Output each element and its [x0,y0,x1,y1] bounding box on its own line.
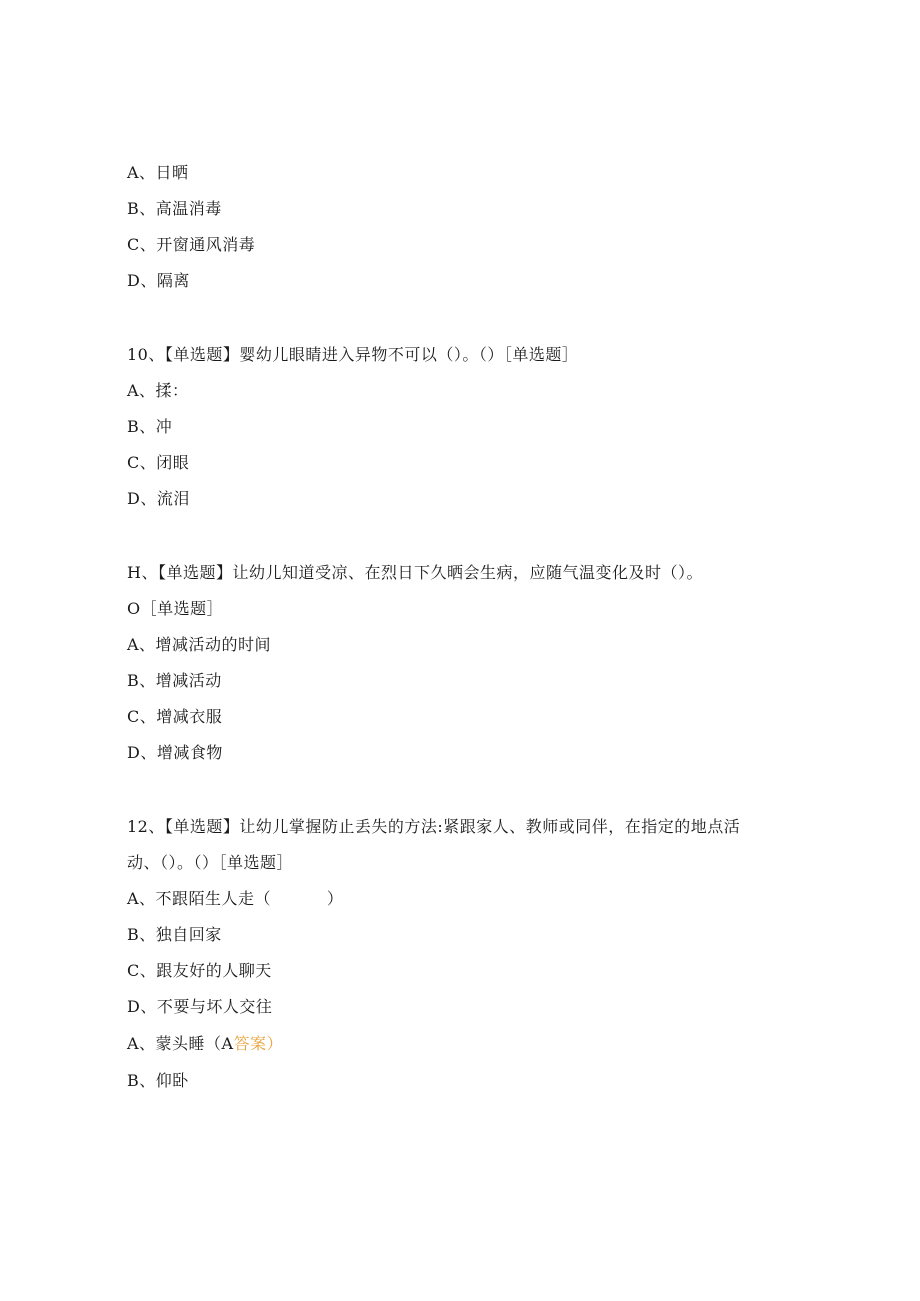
q10-option-b: B、冲 [127,417,173,436]
q11-option-c: C、增减衣服 [127,707,223,726]
q9-option-a: A、日晒 [127,163,189,182]
q10-option-d: D、流泪 [127,489,190,508]
q12-stem-line1: 12、【单选题】让幼儿掌握防止丢失的方法:紧跟家人、教师或同伴，在指定的地点活 [127,817,741,836]
q12-option-b: B、独自回家 [127,925,222,944]
q11-option-b: B、增减活动 [127,671,222,690]
q9-option-c: C、开窗通风消毒 [127,235,256,254]
q11-option-d: D、增减食物 [127,743,223,762]
q11-stem-line1: H、【单选题】让幼儿知道受凉、在烈日下久晒会生病，应随气温变化及时（）。 [127,563,703,582]
q10-option-a: A、揉： [127,381,189,400]
q10-stem: 10、【单选题】婴幼儿眼睛进入异物不可以（）。（）［单选题］ [127,345,579,364]
q13-option-a-text: A、蒙头睡（A [127,1034,234,1053]
q9-option-d: D、隔离 [127,271,190,290]
answer-mark: 答案） [233,1034,284,1053]
q10-option-c: C、闭眼 [127,453,190,472]
q12-stem-line2: 动、（）。（）［单选题］ [127,853,294,872]
q12-option-c: C、跟友好的人聊天 [127,961,272,980]
q13-option-b: B、仰卧 [127,1071,189,1090]
q12-option-d: D、不要与坏人交往 [127,997,273,1016]
q11-option-a: A、增减活动的时间 [127,635,272,654]
q13-option-a [127,1034,283,1054]
q11-stem-line2: O［单选题］ [127,599,224,618]
q9-option-b: B、高温消毒 [127,199,222,218]
q12-option-a: A、不跟陌生人走（ ） [127,889,344,908]
